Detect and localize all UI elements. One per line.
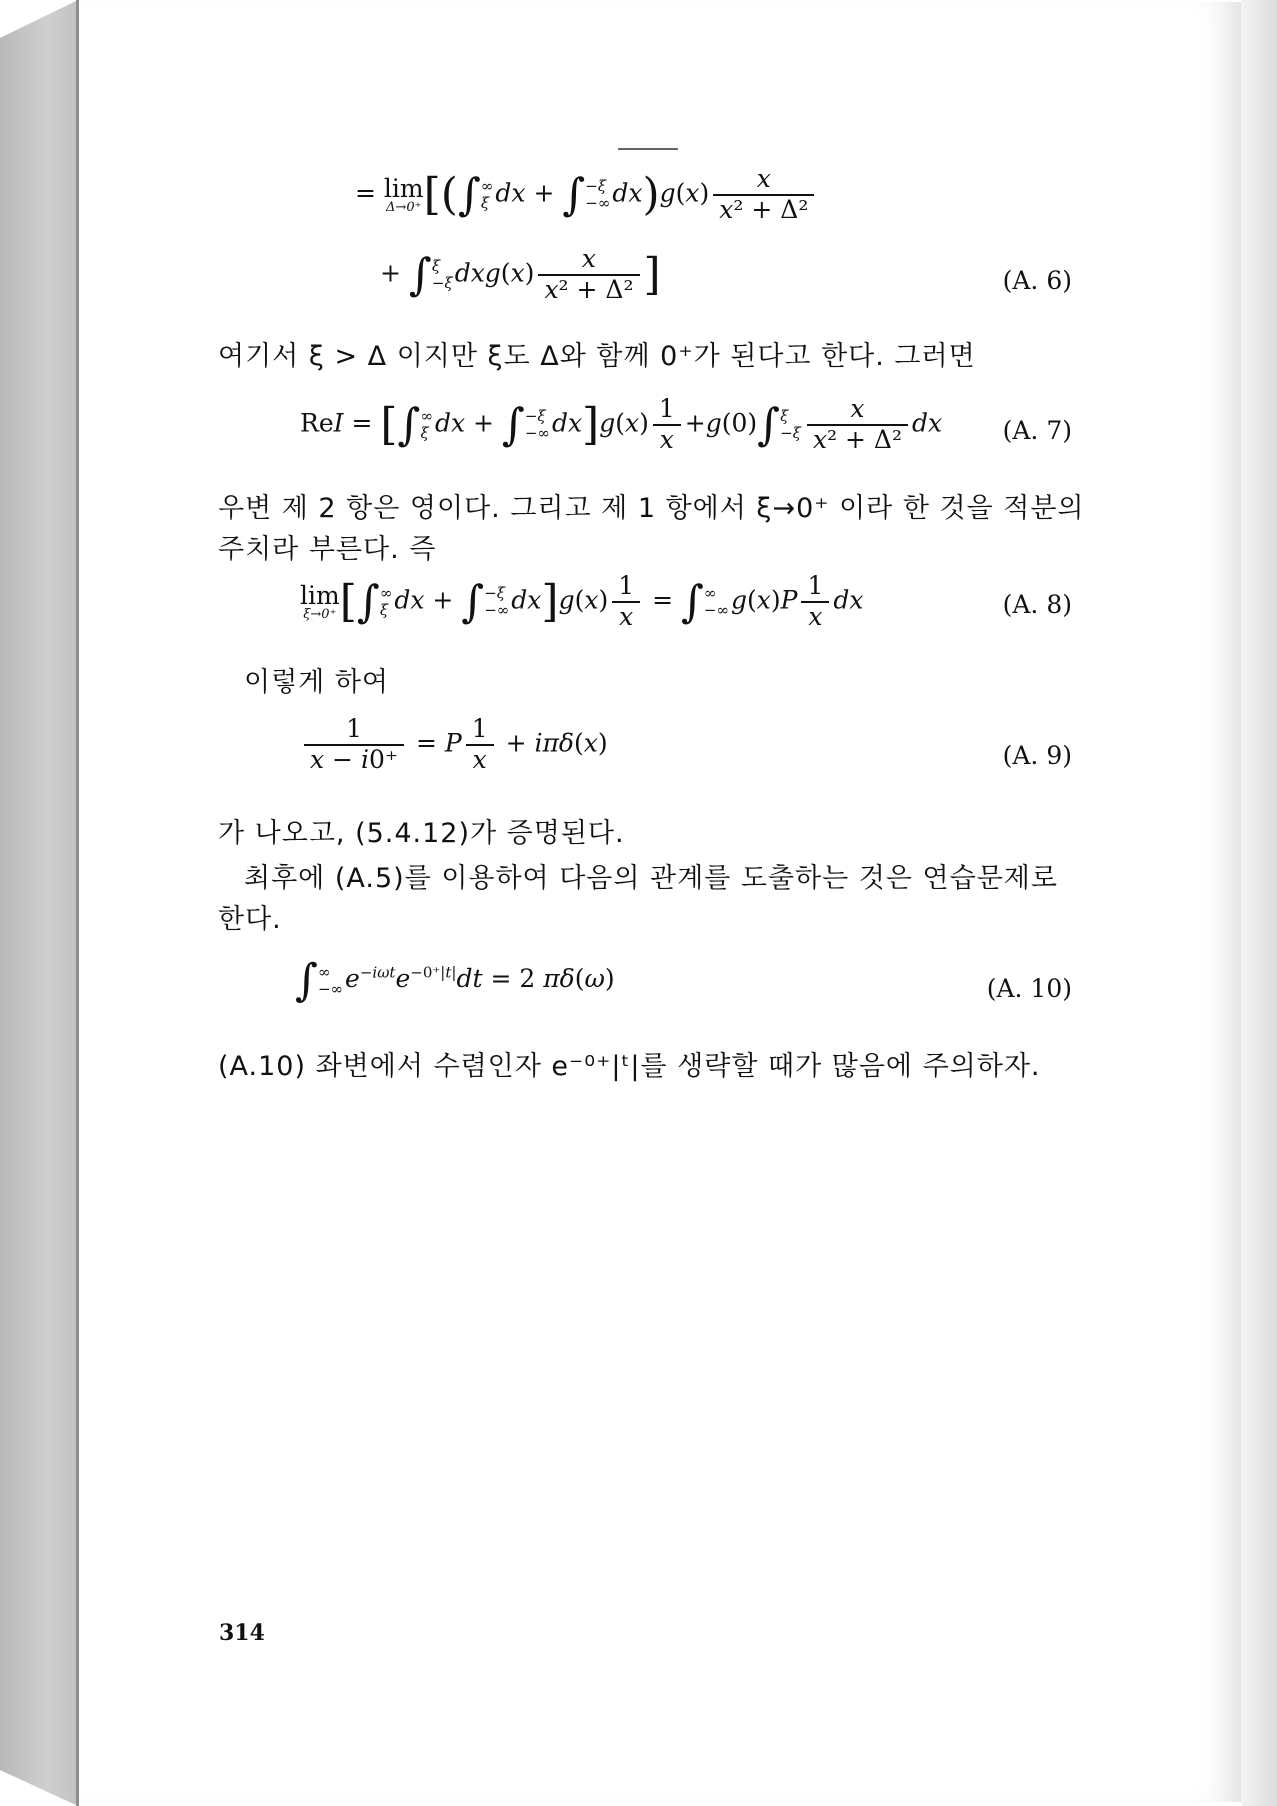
top-dash-mark	[618, 148, 678, 150]
equation-number-a6: (A. 6)	[1002, 266, 1072, 295]
equation-a6-line1: = lim Δ→0⁺ [(∫ ∞ ξ dx + ∫ −ξ −∞ dx)g(x) $\frac{x}{\text{x² + Δ²}}$	[355, 165, 818, 225]
paragraph-6: (A.10) 좌변에서 수렴인자 e⁻⁰⁺|ᵗ|를 생략할 때가 많음에 주의하자.	[218, 1051, 1041, 1082]
equation-a6-line2: + ∫ ξ −ξ dxg(x) $\frac{x}{\text{x² + Δ²}}$ ]	[380, 244, 661, 304]
paragraph-2-line1: 우변 제 2 항은 영이다. 그리고 제 1 항에서 ξ→0⁺ 이라 한 것을 적분의	[218, 493, 1085, 524]
equation-number-a8: (A. 8)	[1002, 590, 1072, 619]
equation-number-a7: (A. 7)	[1002, 416, 1072, 445]
paragraph-2-line2: 주치라 부른다. 즉	[218, 534, 437, 565]
equation-a9: $\frac{1}{x - i0^+}$ = P $\frac{1}{x}$ + iπδ(x)	[300, 715, 608, 775]
equation-a10: ∫ ∞ −∞ $e^{-i\omega t}e^{-0^+|t|}dt = 2$ πδ(ω)	[295, 955, 615, 1006]
equation-a8: lim ξ→0⁺ [∫ ∞ ξ dx + ∫ −ξ −∞ dx]g(x) $\frac{1}{x}$ = ∫ ∞ −∞ g(x)P $\frac{1}{x}$ dx	[300, 571, 864, 631]
paragraph-5-line1: 최후에 (A.5)를 이용하여 다음의 관계를 도출하는 것은 연습문제로	[244, 863, 1058, 894]
paragraph-4: 가 나오고, (5.4.12)가 증명된다.	[218, 818, 625, 849]
equation-number-a9: (A. 9)	[1002, 741, 1072, 770]
paragraph-5-line2: 한다.	[218, 904, 282, 935]
equation-number-a10: (A. 10)	[986, 974, 1072, 1003]
equation-a7: ReI = [∫ ∞ ξ dx + ∫ −ξ −∞ dx]g(x) $\frac{1}{x}$ +g(0)∫ ξ −ξ $\frac{x}{\text{x² + Δ²}}$ dx	[300, 394, 943, 454]
page-number: 314	[219, 1620, 265, 1646]
paragraph-3: 이렇게 하여	[244, 667, 389, 698]
paragraph-1: 여기서 ξ > Δ 이지만 ξ도 Δ와 함께 0⁺가 된다고 한다. 그러면	[218, 341, 976, 372]
